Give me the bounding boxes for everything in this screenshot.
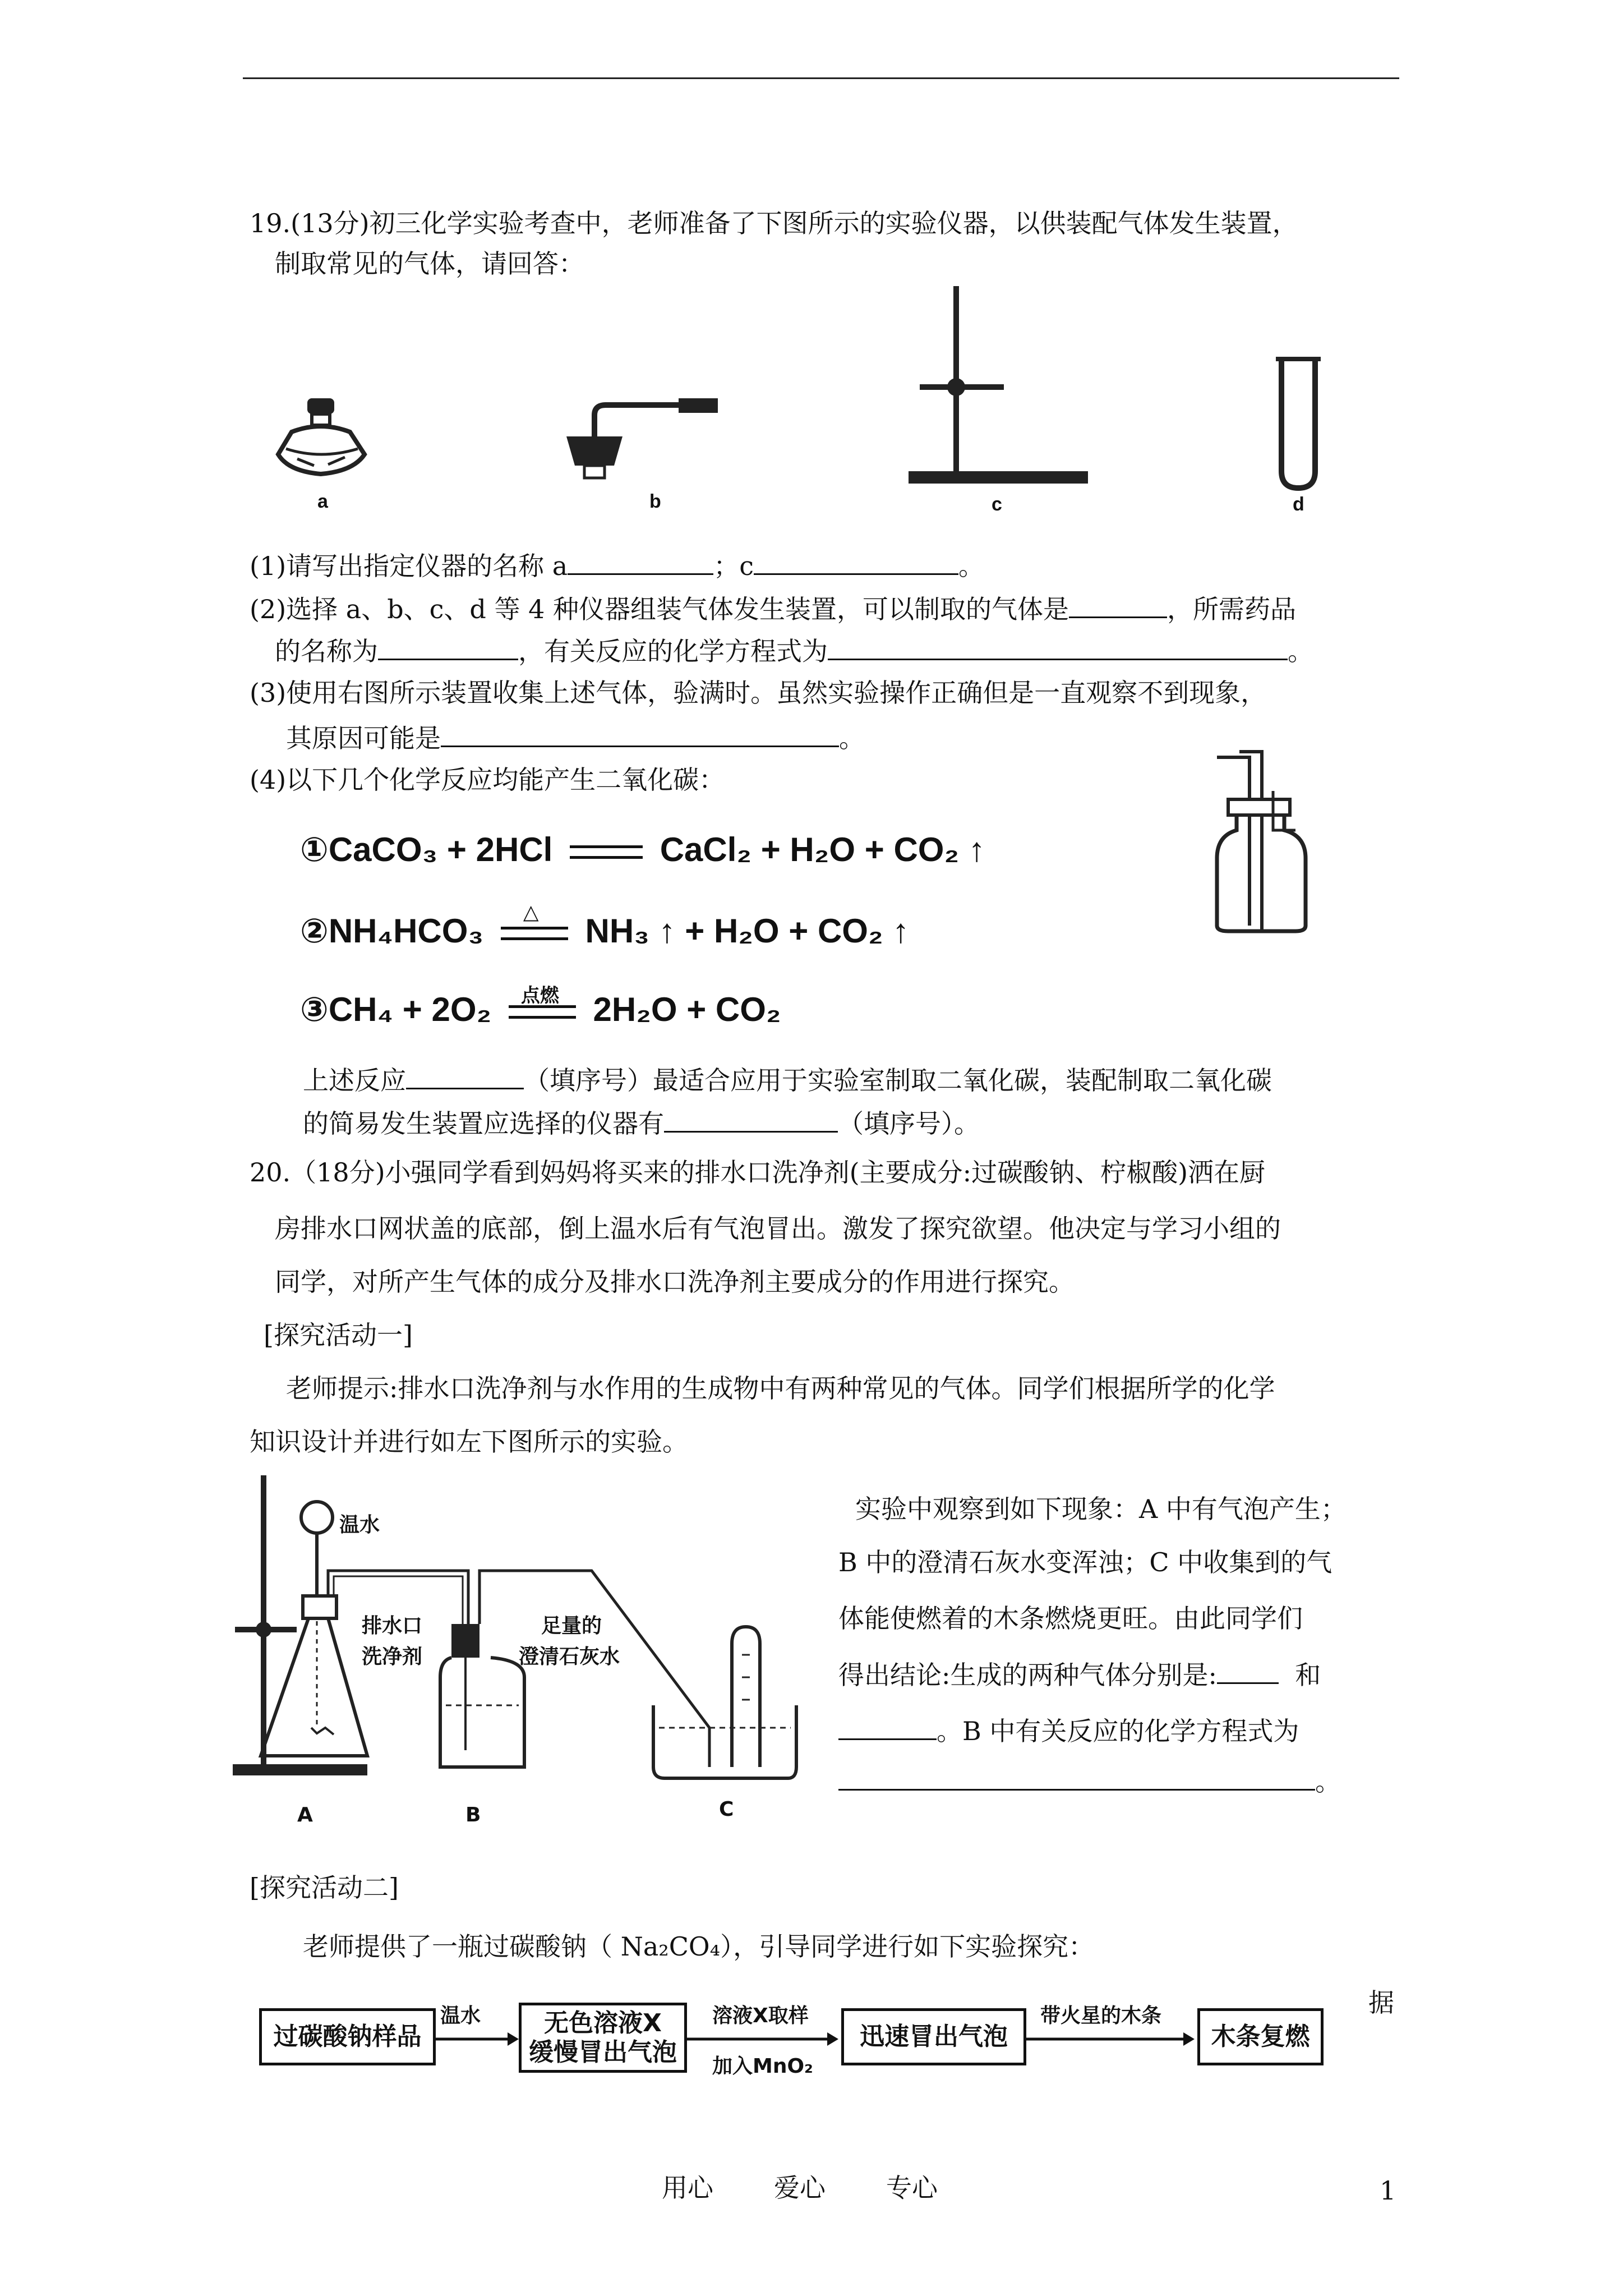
label-drain-cleaner-2: 洗净剂 xyxy=(362,1645,423,1668)
header-rule xyxy=(243,77,1399,79)
observation-line1: 实验中观察到如下现象：A 中有气泡产生； xyxy=(855,1494,1347,1524)
q19-part3-line1: (3)使用右图所示装置收集上述气体，验满时。虽然实验操作正确但是一直观察不到现象， xyxy=(250,678,1267,708)
answer-blank-equation[interactable] xyxy=(828,634,1288,660)
q20-line3: 同学，对所产生气体的成分及排水口洗净剂主要成分的作用进行探究。 xyxy=(275,1267,1075,1297)
instrument-a-label: a xyxy=(317,491,328,512)
q19-part4: (4)以下几个化学反应均能产生二氧化碳： xyxy=(250,765,725,795)
instrument-b-label: b xyxy=(649,491,661,512)
q19-part2-line2: 的名称为 ，有关反应的化学方程式为 。 xyxy=(275,634,1313,668)
q19-header-cont: 制取常见的气体，请回答： xyxy=(275,249,584,279)
footer-item-3: 专心 xyxy=(886,2173,938,2203)
flow-box-rekindle: 木条复燃 xyxy=(1197,2008,1324,2065)
equation-2: ②NH₄HCO₃ △ NH₃ ↑ + H₂O + CO₂ ↑ xyxy=(300,900,910,950)
label-C: C xyxy=(719,1798,734,1821)
flow-arrow-3-label: 带火星的木条 xyxy=(1040,2004,1162,2027)
q19-part3-line2: 其原因可能是 。 xyxy=(286,721,865,755)
flow-arrow-3 xyxy=(1026,2031,1195,2047)
flow-arrow-1 xyxy=(435,2031,519,2047)
flow-box-solution-x: 无色溶液X 缓慢冒出气泡 xyxy=(519,2003,687,2073)
activity1-heading: [探究活动一] xyxy=(264,1320,413,1350)
answer-blank-c[interactable] xyxy=(754,549,958,575)
answer-blank-gas1[interactable] xyxy=(1217,1658,1279,1684)
ju-text: 据 xyxy=(1368,1987,1394,2018)
answer-blank-reaction[interactable] xyxy=(406,1063,524,1089)
flow-box-rapid-bubbles: 迅速冒出气泡 xyxy=(841,2008,1026,2065)
label-limewater-1: 足量的 xyxy=(541,1614,602,1637)
equation-1: ①CaCO₃ + 2HCl CaCl₂ + H₂O + CO₂ ↑ xyxy=(300,831,985,868)
answer-blank-instruments[interactable] xyxy=(664,1106,838,1133)
label-A: A xyxy=(297,1803,313,1826)
answer-blank-b-equation[interactable] xyxy=(838,1764,1315,1791)
q20-header: 20.（18分)小强同学看到妈妈将买来的排水口洗净剂(主要成分:过碳酸钠、柠椒酸)洒在厨 xyxy=(250,1157,1266,1188)
alcohol-lamp-figure xyxy=(275,393,370,488)
observation-line4: 得出结论:生成的两种气体分别是: 和 xyxy=(838,1658,1321,1692)
observation-line6: 。 xyxy=(838,1764,1341,1798)
equals-sign xyxy=(570,845,643,859)
q19-part1: (1)请写出指定仪器的名称 a ；c 。 xyxy=(250,549,984,583)
q19-part2-line1: (2)选择 a、b、c、d 等 4 种仪器组装气体发生装置，可以制取的气体是 ，所需药品 xyxy=(250,592,1296,626)
label-B: B xyxy=(465,1803,481,1826)
activity1-line2: 知识设计并进行如左下图所示的实验。 xyxy=(250,1427,688,1457)
flow-box-sample: 过碳酸钠样品 xyxy=(259,2008,436,2065)
equation-3: ③CH₄ + 2O₂ 点燃 2H₂O + CO₂ xyxy=(300,984,781,1028)
observation-line3: 体能使燃着的木条燃烧更旺。由此同学们 xyxy=(838,1603,1303,1634)
instrument-c-label: c xyxy=(992,494,1002,515)
flow-arrow-2-top-label: 溶液X取样 xyxy=(712,2004,809,2027)
test-tube-figure xyxy=(1276,353,1321,494)
activity2-heading: [探究活动二] xyxy=(250,1872,399,1903)
equals-sign-heat: △ xyxy=(501,927,568,940)
iron-stand-figure xyxy=(909,286,1094,488)
answer-blank-gas[interactable] xyxy=(1069,592,1167,618)
footer-item-1: 用心 xyxy=(662,2173,713,2203)
answer-blank-a[interactable] xyxy=(568,549,713,575)
instrument-d-label: d xyxy=(1293,494,1304,515)
experiment-apparatus-figure xyxy=(227,1475,799,1840)
answer-blank-reagent[interactable] xyxy=(378,634,518,660)
observation-line2: B 中的澄清石灰水变浑浊；C 中收集到的气 xyxy=(838,1547,1332,1577)
answer-blank-reason[interactable] xyxy=(441,721,839,747)
page-number: 1 xyxy=(1380,2175,1396,2206)
flow-arrow-2 xyxy=(687,2031,838,2047)
footer-item-2: 爱心 xyxy=(774,2173,826,2203)
label-drain-cleaner-1: 排水口 xyxy=(362,1614,423,1637)
answer-blank-gas2[interactable] xyxy=(838,1714,937,1740)
flow-arrow-2-bottom-label: 加入MnO₂ xyxy=(712,2055,813,2078)
flow-arrow-1-label: 温水 xyxy=(440,2004,481,2027)
equals-sign-ignite: 点燃 xyxy=(509,1005,576,1019)
observation-line5: 。B 中有关反应的化学方程式为 xyxy=(838,1714,1299,1748)
stopper-tube-figure xyxy=(561,393,723,488)
gas-collection-bottle-figure xyxy=(1206,746,1318,937)
q19-header: 19.(13分)初三化学实验考查中，老师准备了下图所示的实验仪器，以供装配气体发生装置， xyxy=(250,208,1298,238)
activity2-line1: 老师提供了一瓶过碳酸钠（ Na₂CO₄），引导同学进行如下实验探究： xyxy=(303,1931,1095,1962)
q19-part4-fill-line2: 的简易发生装置应选择的仪器有 （填序号）。 xyxy=(303,1106,980,1140)
label-warm-water: 温水 xyxy=(339,1513,380,1536)
label-limewater-2: 澄清石灰水 xyxy=(519,1645,620,1668)
q20-line2: 房排水口网状盖的底部，倒上温水后有气泡冒出。激发了探究欲望。他决定与学习小组的 xyxy=(275,1213,1281,1244)
activity1-line1: 老师提示:排水口洗净剂与水作用的生成物中有两种常见的气体。同学们根据所学的化学 xyxy=(286,1373,1275,1404)
q19-part4-fill-line1: 上述反应 （填序号）最适合应用于实验室制取二氧化碳，装配制取二氧化碳 xyxy=(303,1063,1272,1097)
